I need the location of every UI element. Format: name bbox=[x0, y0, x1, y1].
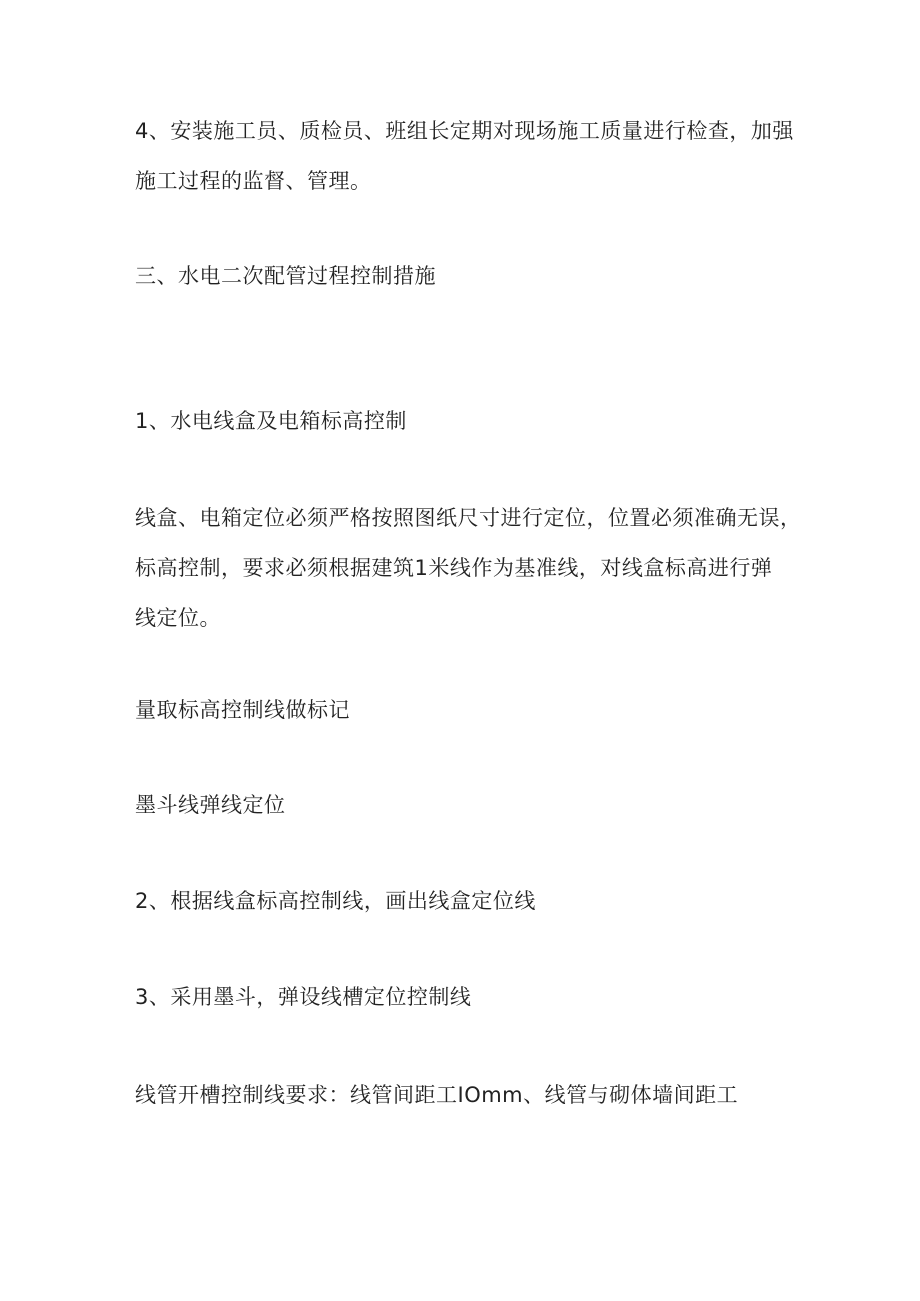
text-line: 线盒、电箱定位必须严格按照图纸尺寸进行定位，位置必须准确无误， bbox=[135, 506, 802, 530]
paragraph-groove-requirements bbox=[135, 1070, 738, 1120]
text-line: 墨斗线弹线定位 bbox=[135, 793, 286, 817]
subsection-heading bbox=[135, 396, 407, 446]
paragraph-step-2 bbox=[135, 876, 536, 926]
text-line: 4、安装施工员、质检员、班组长定期对现场施工质量进行检查，加强 bbox=[135, 119, 794, 143]
text-line: 线定位。 bbox=[135, 606, 221, 630]
paragraph-step-3 bbox=[135, 972, 471, 1022]
text-line: 标高控制，要求必须根据建筑1米线作为基准线，对线盒标高进行弹 bbox=[135, 556, 773, 580]
text-line: 施工过程的监督、管理。 bbox=[135, 169, 372, 193]
paragraph-marking bbox=[135, 685, 350, 735]
text-line: 线管开槽控制线要求：线管间距工IOmm、线管与砌体墙间距工 bbox=[135, 1083, 739, 1107]
paragraph-inspection bbox=[135, 106, 794, 206]
section-heading bbox=[135, 251, 436, 301]
text-line: 量取标高控制线做标记 bbox=[135, 698, 350, 722]
text-line: 2、根据线盒标高控制线，画出线盒定位线 bbox=[135, 889, 536, 913]
text-line: 三、水电二次配管过程控制措施 bbox=[135, 264, 436, 288]
paragraph-positioning bbox=[135, 493, 802, 643]
paragraph-ink-line bbox=[135, 780, 286, 830]
text-line: 1、水电线盒及电箱标高控制 bbox=[135, 409, 407, 433]
text-line: 3、采用墨斗，弹设线槽定位控制线 bbox=[135, 985, 472, 1009]
